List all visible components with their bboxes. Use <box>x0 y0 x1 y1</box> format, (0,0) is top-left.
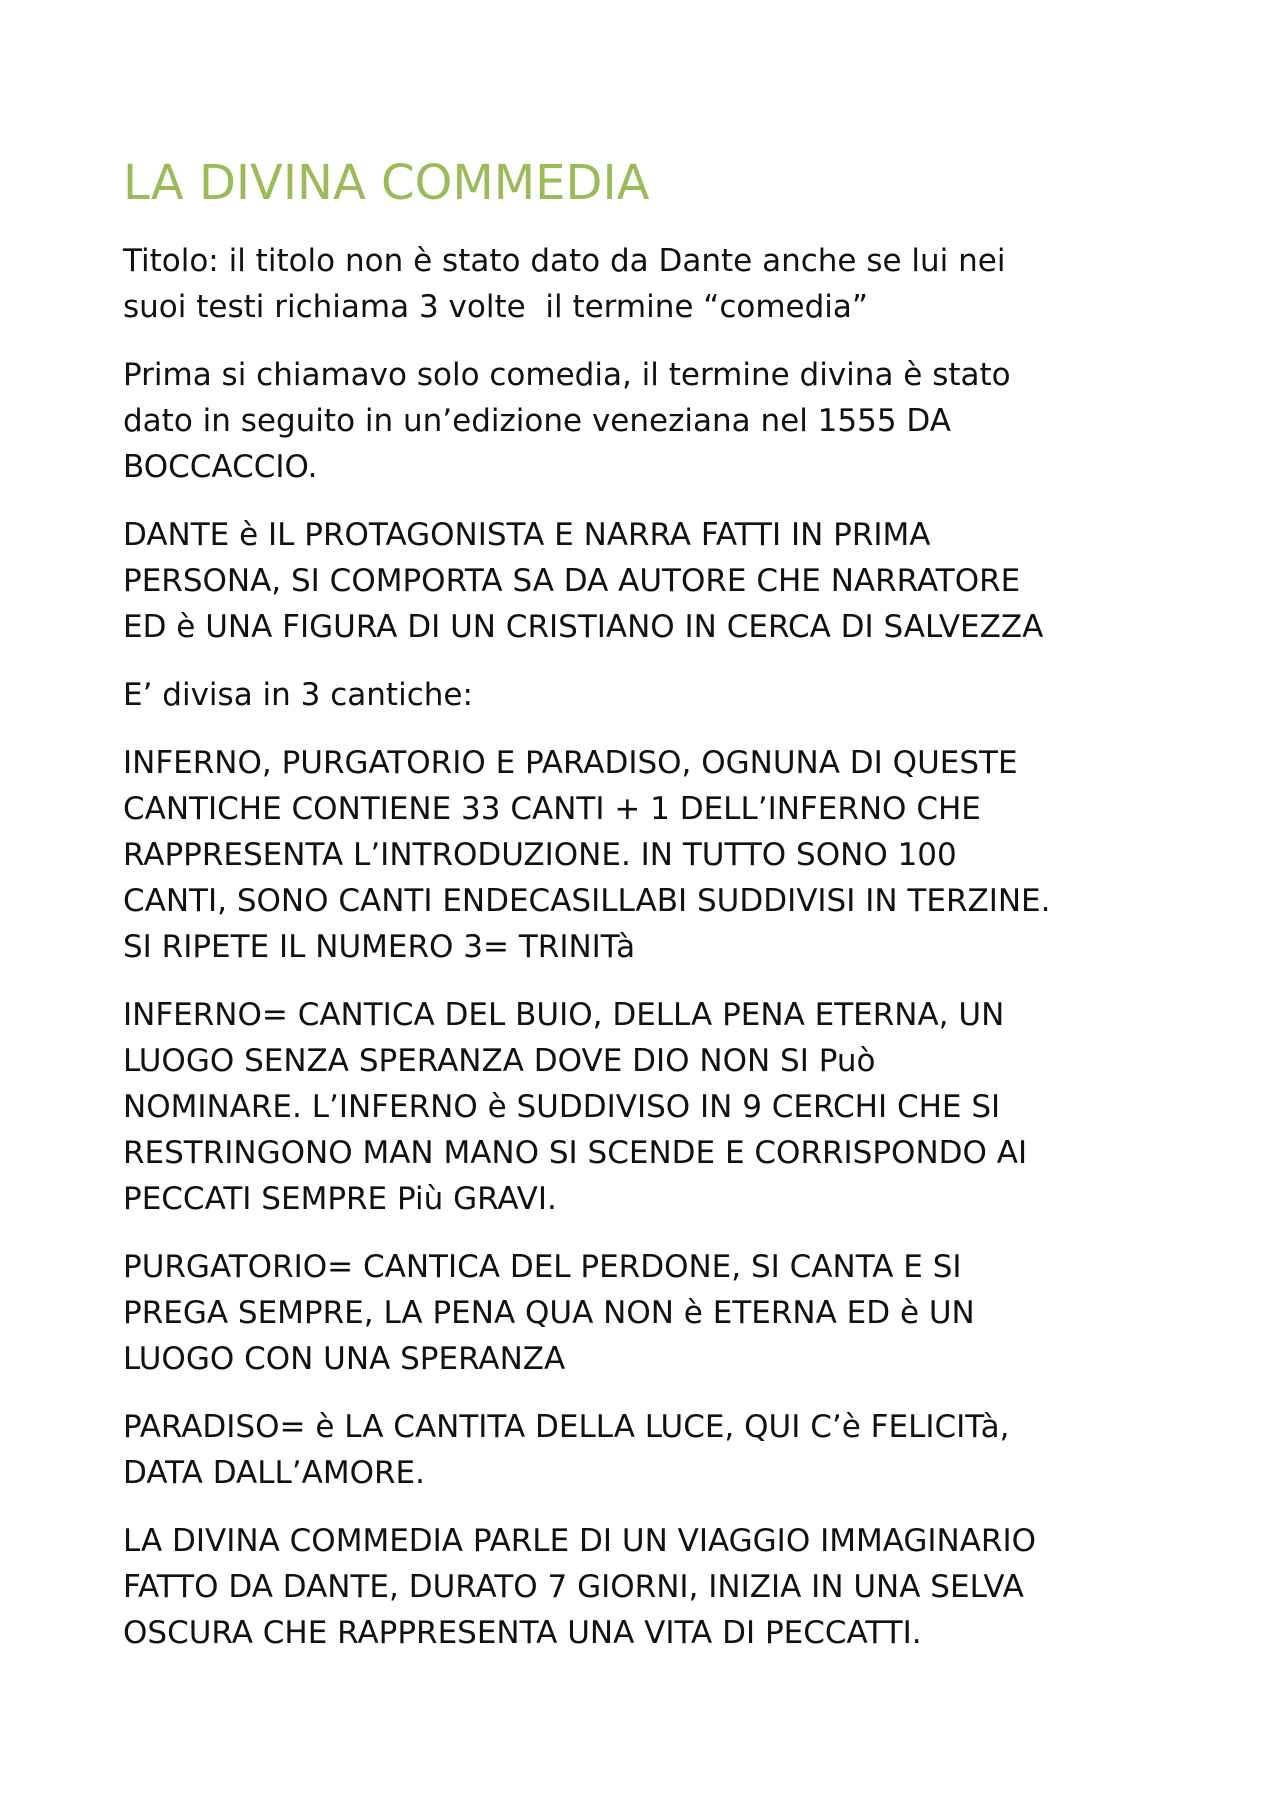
paragraph-paradiso: PARADISO= è LA CANTITA DELLA LUCE, QUI C’è FELICITà, DATA DALL’AMORE. <box>123 1409 1010 1491</box>
paragraph-viaggio: LA DIVINA COMMEDIA PARLE DI UN VIAGGIO IMMAGINARIO FATTO DA DANTE, DURATO 7 GIORNI, INIZIA IN UNA SELVA OSCURA CHE RAPPRESENTA UNA VITA DI PECCATTI. <box>123 1523 1037 1651</box>
paragraph-purgatorio: PURGATORIO= CANTICA DEL PERDONE, SI CANTA E SI PREGA SEMPRE, LA PENA QUA NON è ETERNA ED è UN LUOGO CON UNA SPERANZA <box>123 1249 975 1377</box>
document-title: LA DIVINA COMMEDIA <box>123 155 650 211</box>
paragraph-inferno: INFERNO= CANTICA DEL BUIO, DELLA PENA ETERNA, UN LUOGO SENZA SPERANZA DOVE DIO NON SI Può NOMINARE. L’INFERNO è SUDDIVISO IN 9 CERCHI CHE SI RESTRINGONO MAN MANO SI SCENDE E CORRISPONDO AI PECCATI SEMPRE Più GRAVI. <box>123 997 1028 1217</box>
paragraph-cantiche-struttura: INFERNO, PURGATORIO E PARADISO, OGNUNA DI QUESTE CANTICHE CONTIENE 33 CANTI + 1 DELL’INFERNO CHE RAPPRESENTA L’INTRODUZIONE. IN TUTTO SONO 100 CANTI, SONO CANTI ENDECASILLABI SUDDIVISI IN TERZINE. SI RIPETE IL NUMERO 3= TRINITà <box>123 745 1051 965</box>
paragraph-nome-divina: Prima si chiamavo solo comedia, il termine divina è stato dato in seguito in un’edizione veneziana nel 1555 DA BOCCACCIO. <box>123 357 1011 485</box>
document-body <box>123 150 1173 1678</box>
paragraph-cantiche-intro: E’ divisa in 3 cantiche: <box>123 677 473 713</box>
paragraph-dante-protagonista: DANTE è IL PROTAGONISTA E NARRA FATTI IN PRIMA PERSONA, SI COMPORTA SA DA AUTORE CHE NARRATORE ED è UNA FIGURA DI UN CRISTIANO IN CERCA DI SALVEZZA <box>123 517 1044 645</box>
paragraph-titolo: Titolo: il titolo non è stato dato da Dante anche se lui nei suoi testi richiama 3 volte il termine “comedia” <box>123 243 1006 325</box>
